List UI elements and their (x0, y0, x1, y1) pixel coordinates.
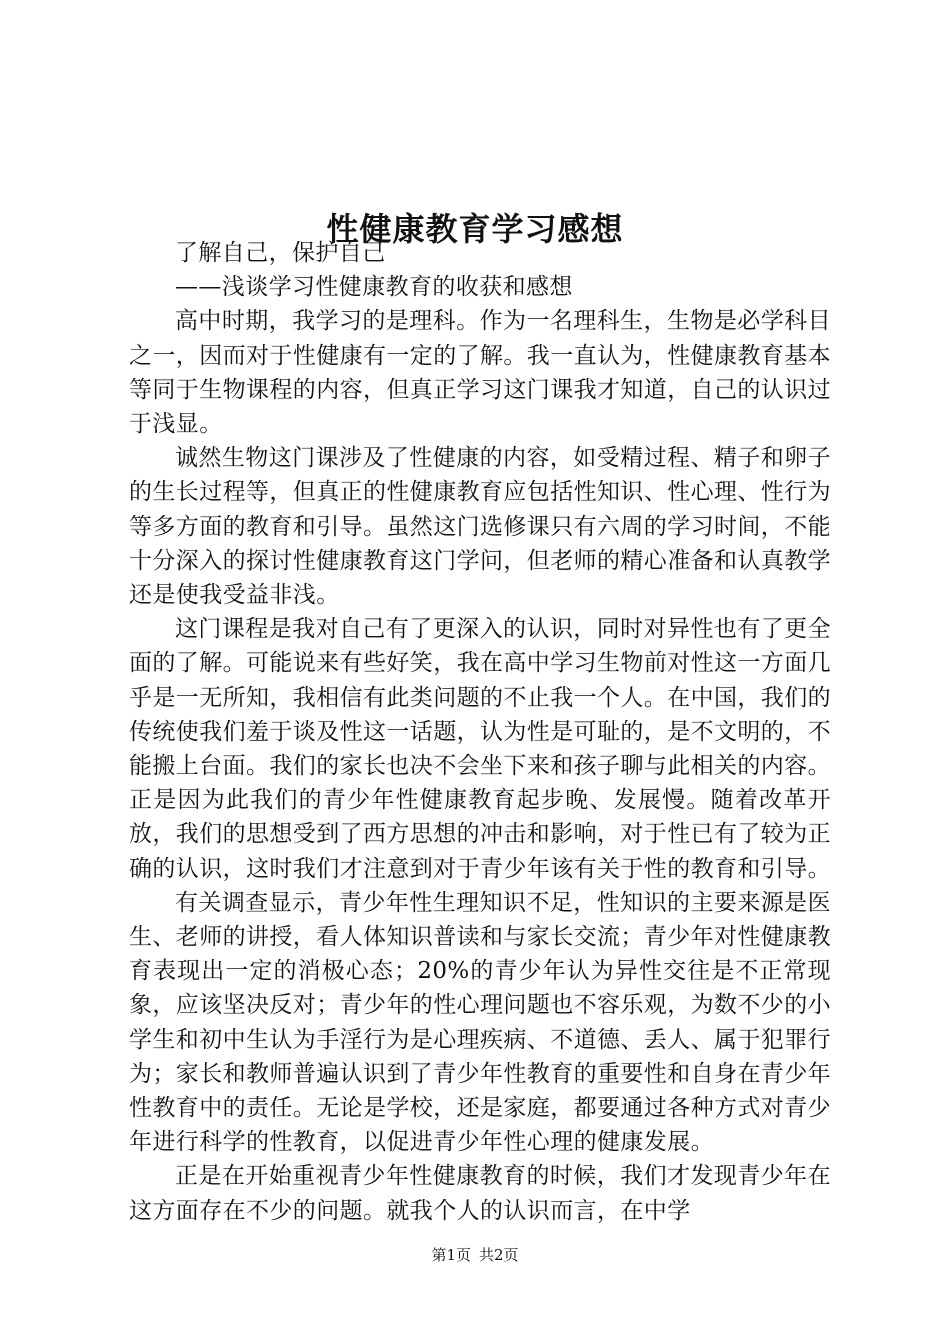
document-title: 性健康教育学习感想 (326, 210, 624, 249)
body-paragraph: 高中时期，我学习的是理科。作为一名理科生，生物是必学科目之一，因而对于性健康有一定的了解。我一直认为，性健康教育基本等同于生物课程的内容，但真正学习这门课我才知道，自己的认识过于浅显。 (129, 308, 831, 438)
body-paragraph: 这门课程是我对自己有了更深入的认识，同时对异性也有了更全面的了解。可能说来有些好笑，我在高中学习生物前对性这一方面几乎是一无所知，我相信有此类问题的不止我一个人。在中国，我们的传统使我们羞于谈及性这一话题，认为性是可耻的，是不文明的，不能搬上台面。我们的家长也决不会坐下来和孩子聊与此相关的内容。正是因为此我们的青少年性健康教育起步晚、发展慢。随着改革开放，我们的思想受到了西方思想的冲击和影响，对于性已有了较为正确的认识，这时我们才注意到对于青少年该有关于性的教育和引导。 (129, 616, 831, 882)
subtitle-dash-line: ——浅谈学习性健康教育的收获和感想 (175, 274, 573, 301)
page-total: 共2页 (479, 1246, 519, 1264)
subtitle-line: 了解自己，保护自己 (175, 240, 386, 266)
page-footer (0, 1245, 950, 1265)
body-paragraph: 有关调查显示，青少年性生理知识不足，性知识的主要来源是医生、老师的讲授，看人体知识普读和与家长交流；青少年对性健康教育表现出一定的消极心态；20%的青少年认为异性交往是不正常现象，应该坚决反对；青少年的性心理问题也不容乐观，为数不少的小学生和初中生认为手淫行为是心理疾病、不道德、丢人、属于犯罪行为；家长和教师普遍认识到了青少年性教育的重要性和自身在青少年性教育中的责任。无论是学校，还是家庭，都要通过各种方式对青少年进行科学的性教育，以促进青少年性心理的健康发展。 (129, 889, 831, 1156)
page-number: 第1页 (431, 1246, 471, 1264)
body-paragraph: 诚然生物这门课涉及了性健康的内容，如受精过程、精子和卵子的生长过程等，但真正的性健康教育应包括性知识、性心理、性行为等多方面的教育和引导。虽然这门选修课只有六周的学习时间，不能十分深入的探讨性健康教育这门学问，但老师的精心准备和认真教学还是使我受益非浅。 (129, 445, 831, 609)
body-paragraph: 正是在开始重视青少年性健康教育的时候，我们才发现青少年在这方面存在不少的问题。就我个人的认识而言，在中学 (129, 1163, 831, 1224)
document-body (129, 236, 831, 1228)
